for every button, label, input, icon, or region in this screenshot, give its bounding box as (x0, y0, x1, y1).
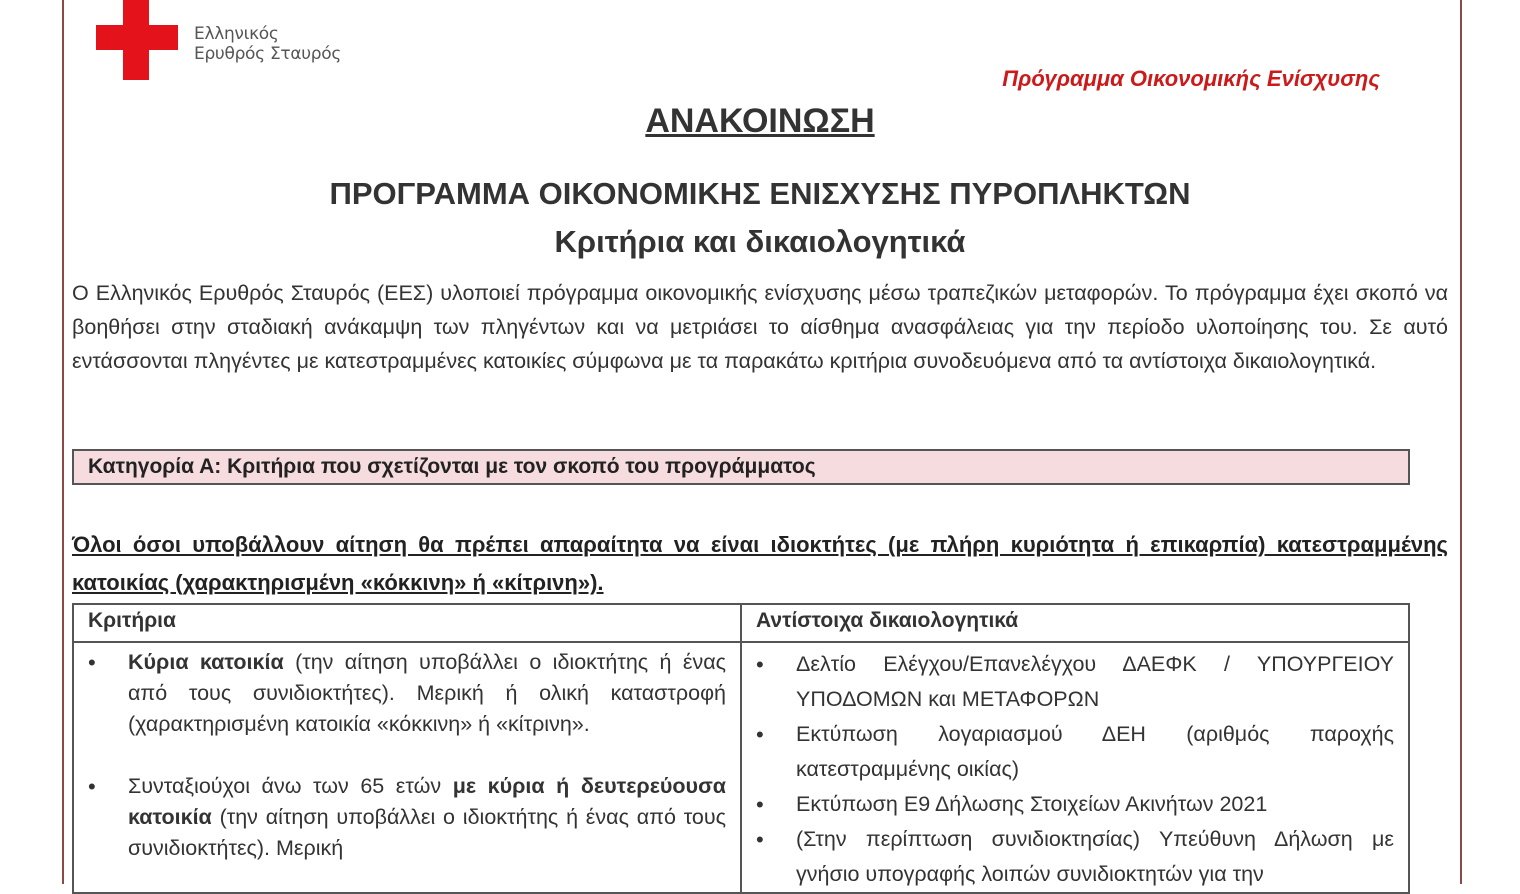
documents-header: Αντίστοιχα δικαιολογητικά (741, 604, 1409, 642)
announcement-title: ΑΝΑΚΟΙΝΩΣΗ (645, 102, 875, 140)
documents-cell (741, 642, 1409, 893)
document-item: • Εκτύπωση λογαριασμού ΔΕΗ (αριθμός παροχής κατεστραμμένης οικίας) (756, 717, 1394, 787)
intro-paragraph: Ο Ελληνικός Ερυθρός Σταυρός (ΕΕΣ) υλοποιεί πρόγραμμα οικονομικής ενίσχυσης μέσω τραπεζικών μεταφορών. Το πρόγραμμα έχει σκοπό να βοηθήσει στην σταδιακή ανάκαμψη των πληγέντων και να μετριάσει το αίσθημα ανασφάλειας για την περίοδο υλοποίησης του. Σε αυτό εντάσσονται πληγέντες με κατεστραμμένες κατοικίες σύμφωνα με τα παρακάτω κριτήρια συνοδευόμενα από τα αντίστοιχα δικαιολογητικά. (72, 281, 1448, 373)
program-header: Πρόγραμμα Οικονομικής Ενίσχυσης (1002, 66, 1380, 91)
program-subtitle: Κριτήρια και δικαιολογητικά (554, 224, 966, 259)
category-a-heading: Κατηγορία Α: Κριτήρια που σχετίζονται με τον σκοπό του προγράμματος (72, 449, 1410, 485)
document-item: • (Στην περίπτωση συνιδιοκτησίας) Υπεύθυνη Δήλωση με γνήσιο υπογραφής λοιπών συνιδιοκτητών για την (756, 822, 1394, 892)
document-item: • Εκτύπωση Ε9 Δήλωσης Στοιχείων Ακινήτων 2021 (756, 787, 1394, 822)
criteria-item: • Συνταξιούχοι άνω των 65 ετών με κύρια ή δευτερεύουσα κατοικία (την αίτηση υποβάλλει ο ιδιοκτήτης ή ένας από τους συνιδιοκτήτες). Μερική (88, 771, 726, 864)
program-title: ΠΡΟΓΡΑΜΜΑ ΟΙΚΟΝΟΜΙΚΗΣ ΕΝΙΣΧΥΣΗΣ ΠΥΡΟΠΛΗΚΤΩΝ (329, 176, 1191, 211)
criteria-item: • Κύρια κατοικία (την αίτηση υποβάλλει ο ιδιοκτήτης ή ένας από τους συνιδιοκτήτες). Μερική ή ολική καταστροφή (χαρακτηρισμένη κατοικία «κόκκινη» ή «κίτρινη». (88, 647, 726, 740)
organization-name: Ελληνικός Ερυθρός Σταυρός (194, 24, 342, 64)
criteria-cell (73, 642, 741, 893)
document-item: • Δελτίο Ελέγχου/Επανελέγχου ΔΑΕΦΚ / ΥΠΟΥΡΓΕΙΟΥ ΥΠΟΔΟΜΩΝ και ΜΕΤΑΦΟΡΩΝ (756, 647, 1394, 717)
requirement-statement: Όλοι όσοι υποβάλλουν αίτηση θα πρέπει απαραίτητα να είναι ιδιοκτήτες (με πλήρη κυριότητα ή επικαρπία) κατεστραμμένης κατοικίας (χαρακτηρισμένη «κόκκινη» ή «κίτρινη»). (72, 532, 1448, 595)
criteria-header: Κριτήρια (73, 604, 741, 642)
criteria-table (72, 603, 1410, 894)
